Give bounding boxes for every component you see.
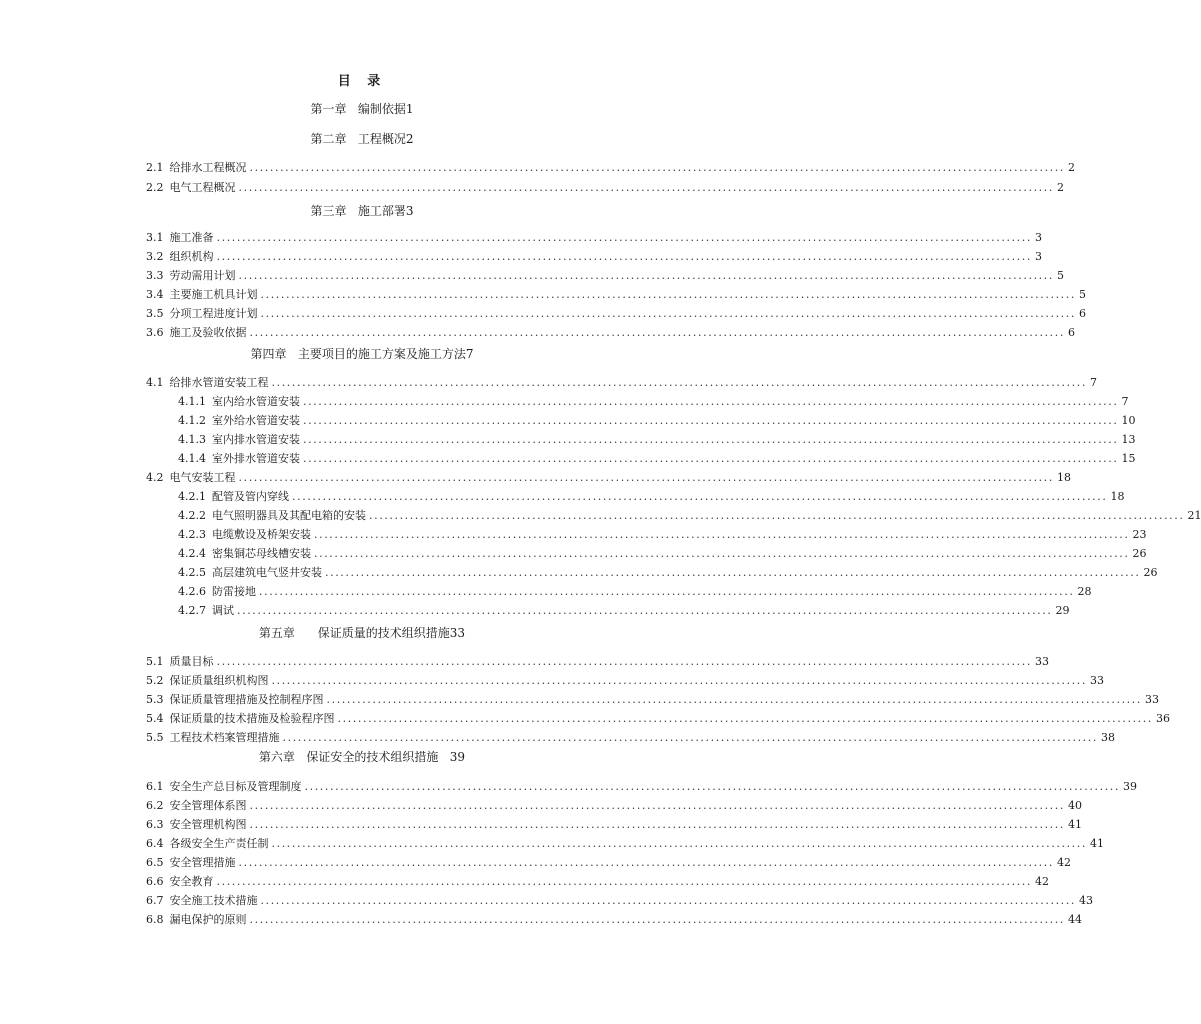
toc-entry[interactable] <box>146 325 1075 341</box>
entry-number: 6.3 <box>146 818 164 831</box>
entry-title: 安全管理措施 <box>169 856 236 869</box>
entry-title: 密集铜芯母线槽安装 <box>212 547 311 560</box>
entry-page: 3 <box>1034 250 1042 263</box>
dot-leader: ................................................................................................................................................................ <box>303 395 1119 408</box>
toc-entry[interactable] <box>178 603 1070 619</box>
entry-page: 39 <box>1122 780 1137 793</box>
toc-entry[interactable] <box>178 451 1136 467</box>
toc-entry[interactable] <box>146 654 1049 670</box>
entry-number: 4.2.5 <box>178 566 206 579</box>
entry-number: 6.1 <box>146 780 164 793</box>
entry-page: 28 <box>1077 585 1092 598</box>
chapter-heading[interactable]: 第二章 工程概况2 <box>310 132 414 146</box>
entry-page: 26 <box>1132 547 1147 560</box>
entry-title: 电气工程概况 <box>169 181 236 194</box>
entry-title: 调试 <box>212 604 234 617</box>
entry-number: 5.3 <box>146 693 164 706</box>
entry-page: 42 <box>1034 875 1049 888</box>
dot-leader: ................................................................................................................................................................ <box>282 731 1098 744</box>
toc-entry[interactable] <box>146 230 1042 246</box>
entry-number: 4.2.2 <box>178 509 206 522</box>
dot-leader: ................................................................................................................................................................ <box>292 490 1108 503</box>
dot-leader: ................................................................................................................................................................ <box>237 604 1053 617</box>
dot-leader: ................................................................................................................................................................ <box>303 433 1119 446</box>
entry-title: 工程技术档案管理措施 <box>169 731 280 744</box>
entry-number: 4.1.1 <box>178 395 206 408</box>
entry-title: 室外排水管道安装 <box>212 452 300 465</box>
toc-entry[interactable] <box>146 306 1086 322</box>
entry-page: 38 <box>1100 731 1115 744</box>
dot-leader: ................................................................................................................................................................ <box>303 414 1119 427</box>
entry-title: 漏电保护的原则 <box>169 913 247 926</box>
dot-leader: ................................................................................................................................................................ <box>325 566 1141 579</box>
chapter-heading[interactable]: 第六章 保证安全的技术组织措施 39 <box>258 750 466 764</box>
entry-title: 电气安装工程 <box>169 471 236 484</box>
entry-title: 质量目标 <box>169 655 214 668</box>
entry-page: 33 <box>1144 693 1159 706</box>
dot-leader: ................................................................................................................................................................ <box>238 471 1054 484</box>
dot-leader: ................................................................................................................................................................ <box>260 307 1076 320</box>
dot-leader: ................................................................................................................................................................ <box>326 693 1142 706</box>
dot-leader: ................................................................................................................................................................ <box>369 509 1185 522</box>
entry-page: 15 <box>1121 452 1136 465</box>
dot-leader: ................................................................................................................................................................ <box>314 547 1130 560</box>
entry-page: 29 <box>1055 604 1070 617</box>
entry-title: 防雷接地 <box>212 585 256 598</box>
dot-leader: ................................................................................................................................................................ <box>216 250 1032 263</box>
dot-leader: ................................................................................................................................................................ <box>271 837 1087 850</box>
entry-page: 5 <box>1078 288 1086 301</box>
toc-entry[interactable] <box>146 268 1064 284</box>
entry-number: 4.1 <box>146 376 164 389</box>
entry-number: 6.5 <box>146 856 164 869</box>
entry-title: 室内排水管道安装 <box>212 433 300 446</box>
dot-leader: ................................................................................................................................................................ <box>260 288 1076 301</box>
entry-page: 10 <box>1121 414 1136 427</box>
entry-number: 2.2 <box>146 181 164 194</box>
entry-title: 保证质量组织机构图 <box>169 674 269 687</box>
entry-page: 2 <box>1056 181 1064 194</box>
entry-page: 7 <box>1089 376 1097 389</box>
entry-page: 18 <box>1110 490 1125 503</box>
entry-number: 3.1 <box>146 231 164 244</box>
dot-leader: ................................................................................................................................................................ <box>303 452 1119 465</box>
toc-entry[interactable] <box>178 413 1136 429</box>
entry-page: 13 <box>1121 433 1136 446</box>
chapter-heading[interactable]: 第五章 保证质量的技术组织措施33 <box>258 626 466 640</box>
entry-title: 高层建筑电气竖井安装 <box>212 566 322 579</box>
entry-number: 3.5 <box>146 307 164 320</box>
dot-leader: ................................................................................................................................................................ <box>249 161 1065 174</box>
entry-number: 4.2.7 <box>178 604 206 617</box>
entry-title: 室外给水管道安装 <box>212 414 300 427</box>
toc-entry[interactable] <box>146 855 1071 871</box>
dot-leader: ................................................................................................................................................................ <box>216 655 1032 668</box>
entry-page: 41 <box>1089 837 1104 850</box>
toc-entry[interactable] <box>146 249 1042 265</box>
entry-page: 6 <box>1067 326 1075 339</box>
entry-number: 6.2 <box>146 799 164 812</box>
dot-leader: ................................................................................................................................................................ <box>260 894 1076 907</box>
toc-entry[interactable] <box>178 584 1092 600</box>
dot-leader: ................................................................................................................................................................ <box>249 913 1065 926</box>
entry-number: 2.1 <box>146 161 164 174</box>
entry-title: 劳动需用计划 <box>169 269 236 282</box>
entry-title: 电气照明器具及其配电箱的安装 <box>212 509 366 522</box>
entry-page: 40 <box>1067 799 1082 812</box>
entry-page: 44 <box>1067 913 1082 926</box>
toc-entry[interactable] <box>146 711 1170 727</box>
dot-leader: ................................................................................................................................................................ <box>259 585 1075 598</box>
entry-title: 保证质量的技术措施及检验程序图 <box>169 712 335 725</box>
entry-number: 5.5 <box>146 731 164 744</box>
entry-page: 2 <box>1067 161 1075 174</box>
entry-page: 5 <box>1056 269 1064 282</box>
entry-page: 43 <box>1078 894 1093 907</box>
entry-number: 4.2.4 <box>178 547 206 560</box>
chapter-heading[interactable]: 第一章 编制依据1 <box>310 102 414 116</box>
dot-leader: ................................................................................................................................................................ <box>314 528 1130 541</box>
toc-entry[interactable] <box>146 673 1104 689</box>
chapter-heading[interactable]: 第四章 主要项目的施工方案及施工方法7 <box>250 347 474 361</box>
chapter-heading[interactable]: 第三章 施工部署3 <box>310 204 414 218</box>
entry-page: 6 <box>1078 307 1086 320</box>
entry-page: 21 <box>1187 509 1201 522</box>
entry-page: 42 <box>1056 856 1071 869</box>
entry-number: 6.4 <box>146 837 164 850</box>
dot-leader: ................................................................................................................................................................ <box>271 376 1087 389</box>
toc-entry[interactable] <box>146 287 1086 303</box>
toc-entry[interactable] <box>178 394 1129 410</box>
entry-title: 安全管理机构图 <box>169 818 247 831</box>
dot-leader: ................................................................................................................................................................ <box>238 269 1054 282</box>
entry-page: 7 <box>1121 395 1129 408</box>
entry-title: 主要施工机具计划 <box>169 288 258 301</box>
toc-entry[interactable] <box>146 730 1115 746</box>
entry-title: 施工准备 <box>169 231 214 244</box>
entry-number: 4.2.6 <box>178 585 206 598</box>
entry-title: 电缆敷设及桥架安装 <box>212 528 311 541</box>
toc-entry[interactable] <box>146 893 1093 909</box>
toc-entry[interactable] <box>146 470 1071 486</box>
entry-number: 3.6 <box>146 326 164 339</box>
dot-leader: ................................................................................................................................................................ <box>249 818 1065 831</box>
toc-entry[interactable] <box>146 180 1064 196</box>
entry-number: 3.2 <box>146 250 164 263</box>
toc-entry[interactable] <box>178 527 1147 543</box>
entry-page: 26 <box>1143 566 1158 579</box>
toc-entry[interactable] <box>146 817 1082 833</box>
toc-entry[interactable] <box>146 375 1097 391</box>
entry-title: 各级安全生产责任制 <box>169 837 269 850</box>
entry-title: 安全施工技术措施 <box>169 894 258 907</box>
entry-title: 给排水管道安装工程 <box>169 376 269 389</box>
entry-title: 给排水工程概况 <box>169 161 247 174</box>
toc-entry[interactable] <box>146 692 1159 708</box>
toc-title: 目 录 <box>337 74 387 89</box>
entry-page: 3 <box>1034 231 1042 244</box>
entry-number: 5.1 <box>146 655 164 668</box>
toc-entry[interactable] <box>178 489 1125 505</box>
toc-entry[interactable] <box>178 508 1201 524</box>
entry-page: 18 <box>1056 471 1071 484</box>
entry-number: 4.1.2 <box>178 414 206 427</box>
entry-title: 组织机构 <box>169 250 214 263</box>
entry-number: 6.8 <box>146 913 164 926</box>
dot-leader: ................................................................................................................................................................ <box>337 712 1153 725</box>
entry-title: 安全教育 <box>169 875 214 888</box>
entry-number: 4.1.4 <box>178 452 206 465</box>
dot-leader: ................................................................................................................................................................ <box>271 674 1087 687</box>
entry-page: 36 <box>1155 712 1170 725</box>
entry-title: 室内给水管道安装 <box>212 395 300 408</box>
toc-entry[interactable] <box>178 565 1158 581</box>
toc-entry[interactable] <box>178 546 1147 562</box>
toc-entry[interactable] <box>146 779 1137 795</box>
entry-title: 分项工程进度计划 <box>169 307 258 320</box>
entry-title: 安全生产总目标及管理制度 <box>169 780 302 793</box>
entry-number: 3.3 <box>146 269 164 282</box>
dot-leader: ................................................................................................................................................................ <box>249 799 1065 812</box>
dot-leader: ................................................................................................................................................................ <box>238 181 1054 194</box>
entry-page: 23 <box>1132 528 1147 541</box>
dot-leader: ................................................................................................................................................................ <box>249 326 1065 339</box>
entry-title: 配管及管内穿线 <box>212 490 289 503</box>
entry-number: 4.2.1 <box>178 490 206 503</box>
entry-title: 施工及验收依据 <box>169 326 247 339</box>
dot-leader: ................................................................................................................................................................ <box>238 856 1054 869</box>
entry-number: 3.4 <box>146 288 164 301</box>
toc-entry[interactable] <box>146 912 1082 928</box>
dot-leader: ................................................................................................................................................................ <box>304 780 1120 793</box>
entry-page: 33 <box>1089 674 1104 687</box>
entry-page: 33 <box>1034 655 1049 668</box>
entry-number: 5.4 <box>146 712 164 725</box>
entry-number: 5.2 <box>146 674 164 687</box>
entry-number: 6.7 <box>146 894 164 907</box>
dot-leader: ................................................................................................................................................................ <box>216 875 1032 888</box>
entry-number: 4.1.3 <box>178 433 206 446</box>
toc-entry[interactable] <box>178 432 1136 448</box>
entry-title: 保证质量管理措施及控制程序图 <box>169 693 324 706</box>
toc-entry[interactable] <box>146 160 1075 176</box>
entry-page: 41 <box>1067 818 1082 831</box>
toc-entry[interactable] <box>146 836 1104 852</box>
entry-number: 4.2 <box>146 471 164 484</box>
toc-entry[interactable] <box>146 798 1082 814</box>
toc-entry[interactable] <box>146 874 1049 890</box>
entry-title: 安全管理体系图 <box>169 799 247 812</box>
entry-number: 4.2.3 <box>178 528 206 541</box>
dot-leader: ................................................................................................................................................................ <box>216 231 1032 244</box>
entry-number: 6.6 <box>146 875 164 888</box>
